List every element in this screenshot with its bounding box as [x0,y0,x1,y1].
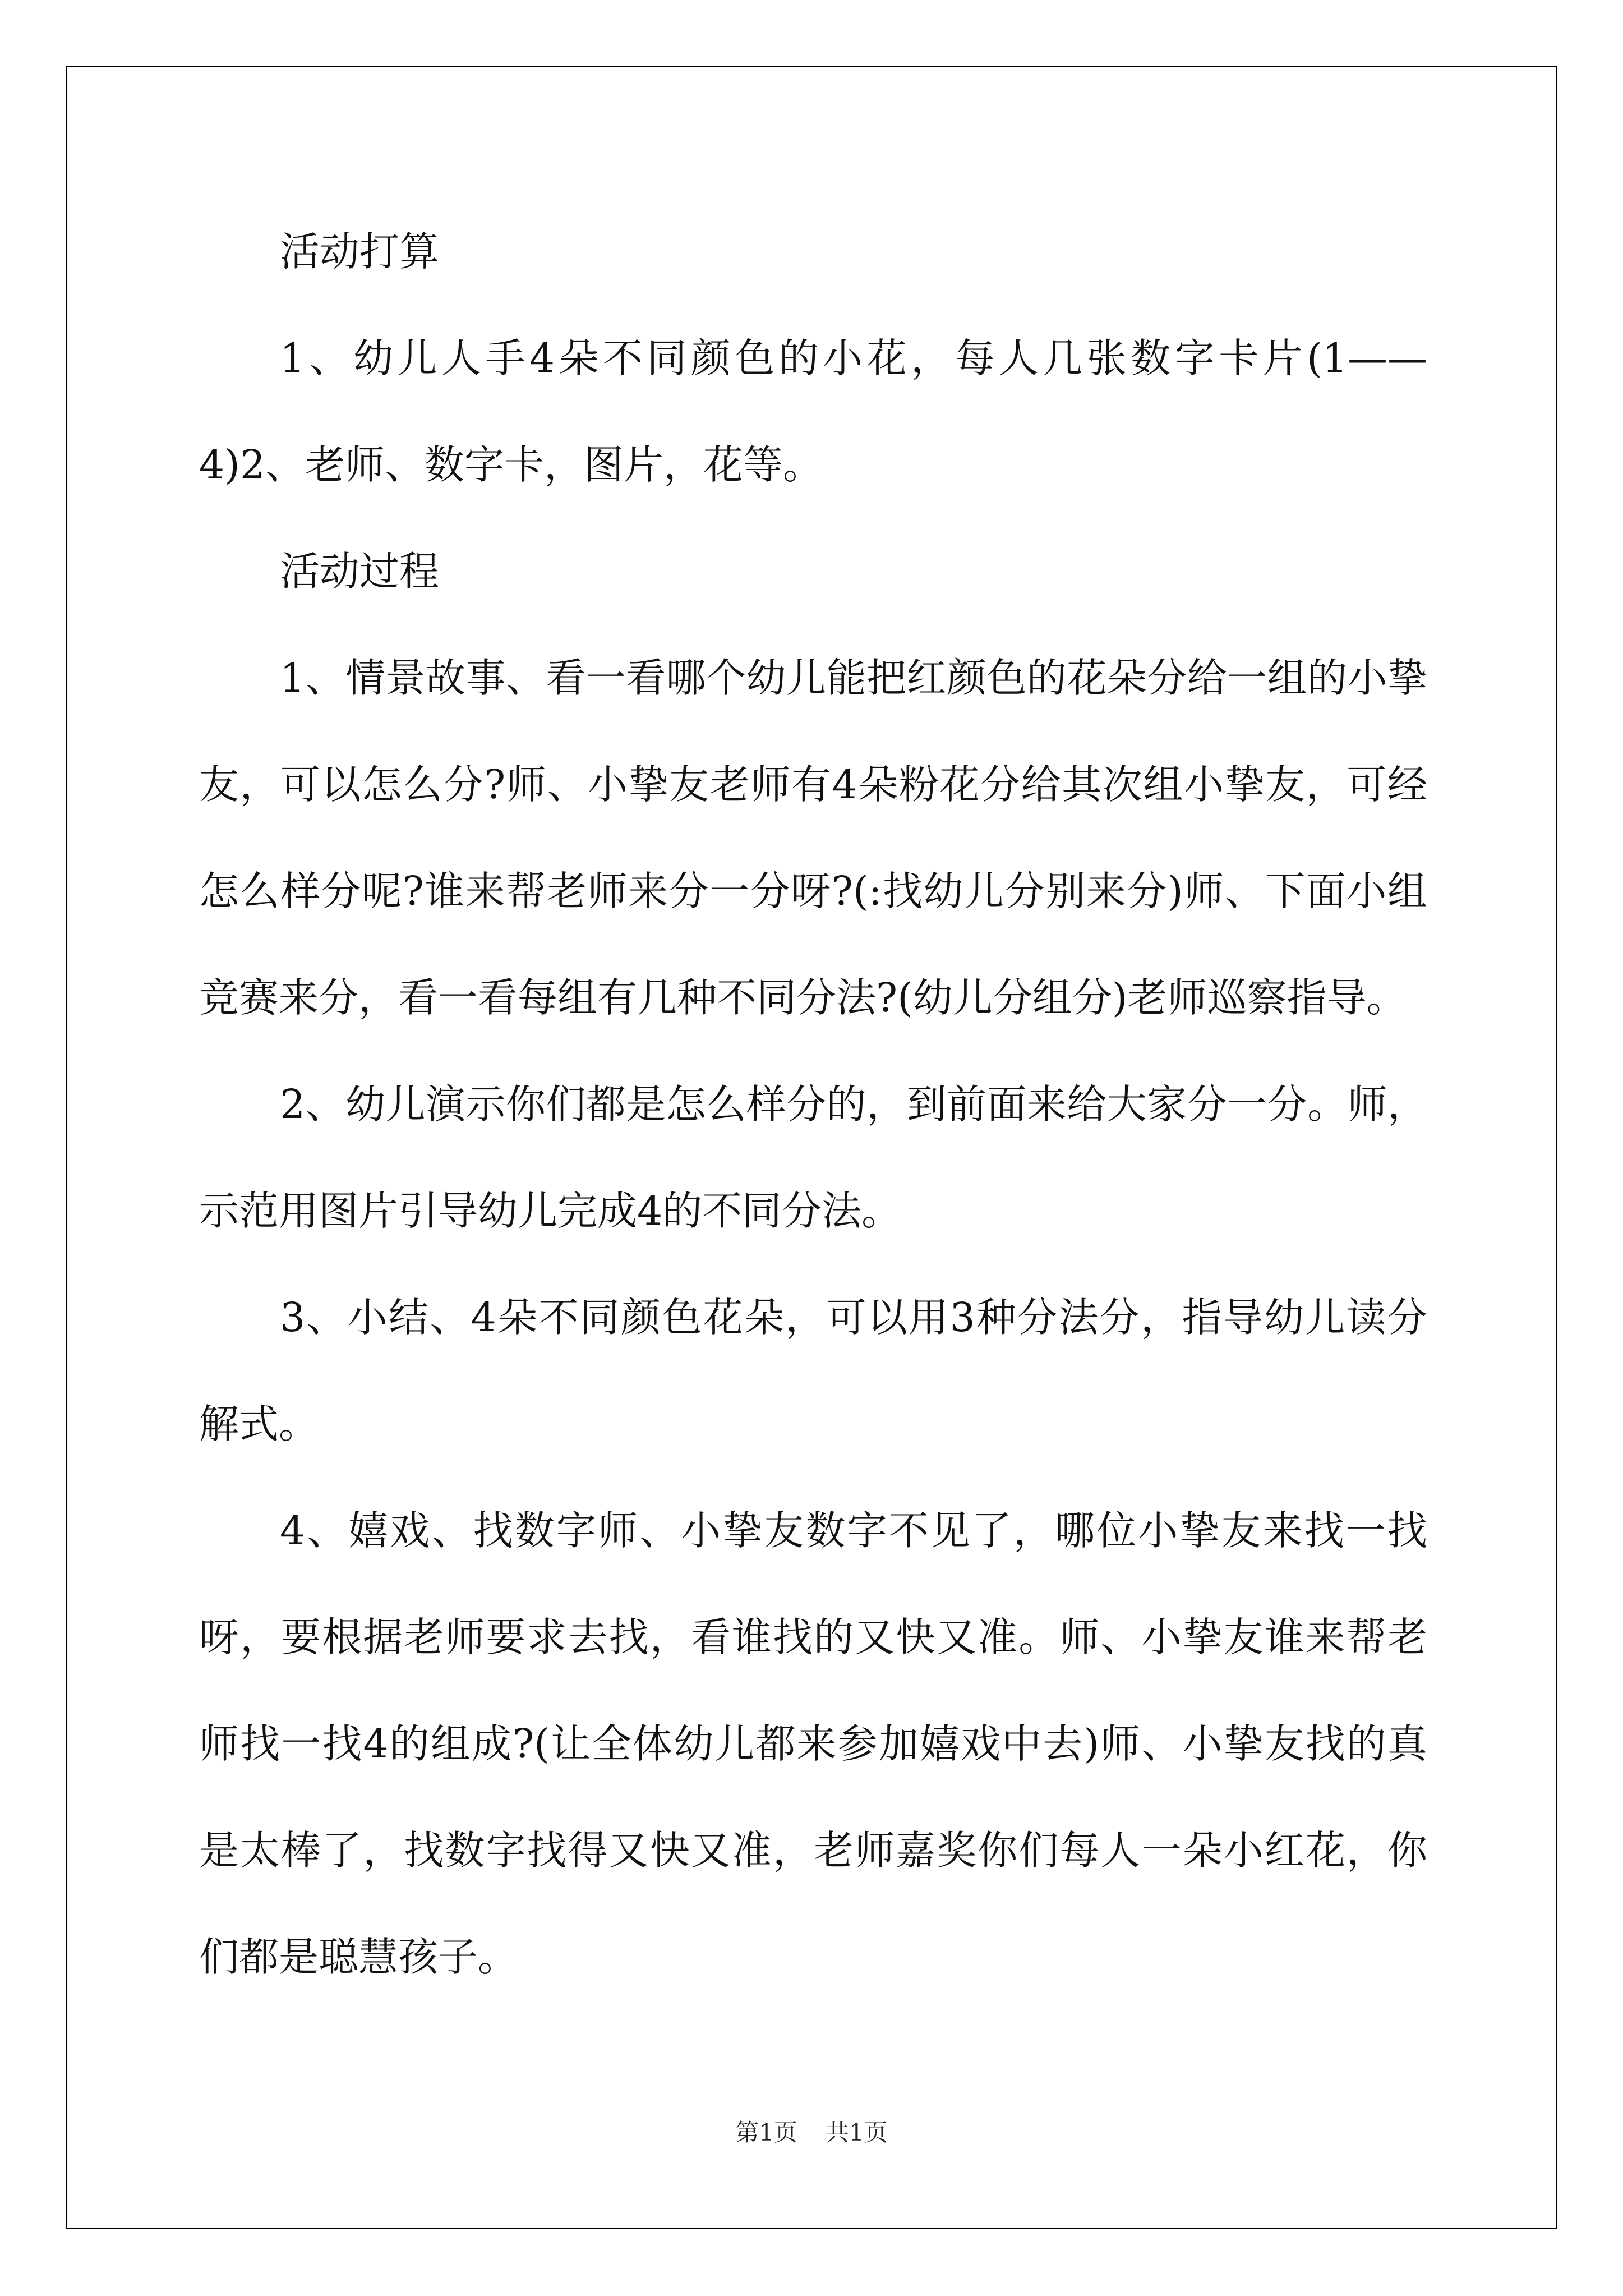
page-number-current: 第1页 [735,2119,797,2146]
paragraph-step-2: 2、幼儿演示你们都是怎么样分的，到前面来给大家分一分。师，示范用图片引导幼儿完成4的不同分法。 [199,1081,1427,1234]
paragraph-preparation-items: 1、幼儿人手4朵不同颜色的小花，每人几张数字卡片(1——4)2、老师、数字卡，图片，花等。 [199,335,1427,488]
heading-activity-preparation: 活动打算 [280,228,440,275]
paragraph-step-1: 1、情景故事、看一看哪个幼儿能把红颜色的花朵分给一组的小挚友，可以怎么分?师、小挚友老师有4朵粉花分给其次组小挚友，可经怎么样分呢?谁来帮老师来分一分呀?(:找幼儿分别来分)师、下面小组竞赛来分，看一看每组有几种不同分法?(幼儿分组分)老师巡察指导。 [199,655,1427,1021]
paragraph-step-4: 4、嬉戏、找数字师、小挚友数字不见了，哪位小挚友来找一找呀，要根据老师要求去找，看谁找的又快又准。师、小挚友谁来帮老师找一找4的组成?(让全体幼儿都来参加嬉戏中去)师、小挚友找的真是太棒了，找数字找得又快又准，老师嘉奖你们每人一朵小红花，你们都是聪慧孩子。 [199,1507,1427,1980]
page-number-total: 共1页 [826,2119,888,2146]
heading-activity-process: 活动过程 [280,548,440,595]
document-body [199,199,1427,2010]
page-footer [0,2116,1623,2150]
paragraph-step-3: 3、小结、4朵不同颜色花朵，可以用3种分法分，指导幼儿读分解式。 [199,1294,1427,1447]
